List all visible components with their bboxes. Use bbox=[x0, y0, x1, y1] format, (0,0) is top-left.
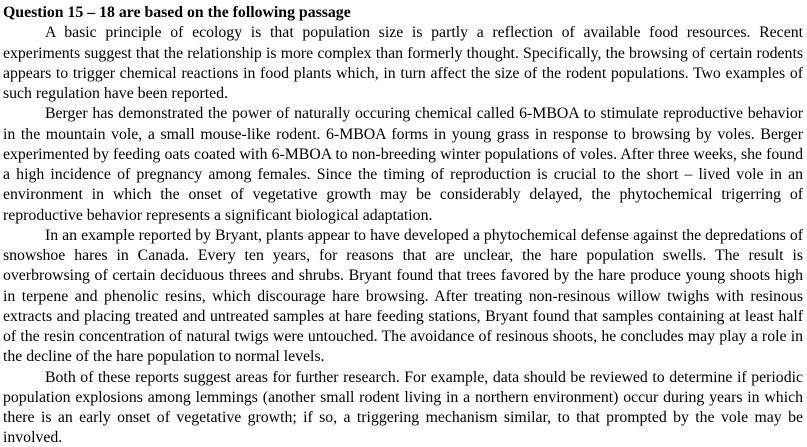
passage-paragraph: A basic principle of ecology is that population size is partly a reflection of available food resources. Recent experiments suggest that the relationship is more complex than formerly thought. Specifically, the browsing of certain rodents appears to trigger chemical reactions in food plants which, in turn affect the size of the rodent populations. Two examples of such regulation have been reported. bbox=[3, 24, 803, 102]
passage-paragraph: Berger has demonstrated the power of naturally occuring chemical called 6-MBOA to stimulate reproductive behavior in the mountain vole, a small mouse-like rodent. 6-MBOA forms in young grass in response to browsing by voles. Berger experimented by feeding oats coated with 6-MBOA to non-breeding winter populations of voles. After three weeks, she found a high incidence of pregnancy among females. Since the timing of reproduction is crucial to the short – lived vole in an environment in which the onset of vegetative growth may be considerably delayed, the phytochemical trigerring of reproductive behavior represents a significant biological adaptation. bbox=[3, 105, 803, 224]
passage-paragraph: Both of these reports suggest areas for further research. For example, data should be reviewed to determine if periodic population explosions among lemmings (another small rodent living in a northern environment) occur during years in which there is an early onset of vegetative growth; if so, a triggering mechanism similar, to that prompted by the vole may be involved. bbox=[3, 368, 803, 447]
passage-heading: Question 15 – 18 are based on the following passage bbox=[3, 4, 351, 21]
passage-paragraph: In an example reported by Bryant, plants appear to have developed a phytochemical defense against the depredations of snowshoe hares in Canada. Every ten years, for reasons that are unclear, the hare population swells. The result is overbrowsing of certain deciduous threes and shrubs. Bryant found that trees favored by the hare produce young shoots high in terpene and phenolic resins, which discourage hare browsing. After treating non-resinous willow twighs with resinous extracts and placing treated and untreated samples at hare feeding stations, Bryant found that samples containing at least half of the resin concentration of natural twigs were untouched. The avoidance of resinous shoots, he concludes may play a role in the decline of the hare population to normal levels. bbox=[3, 226, 803, 366]
